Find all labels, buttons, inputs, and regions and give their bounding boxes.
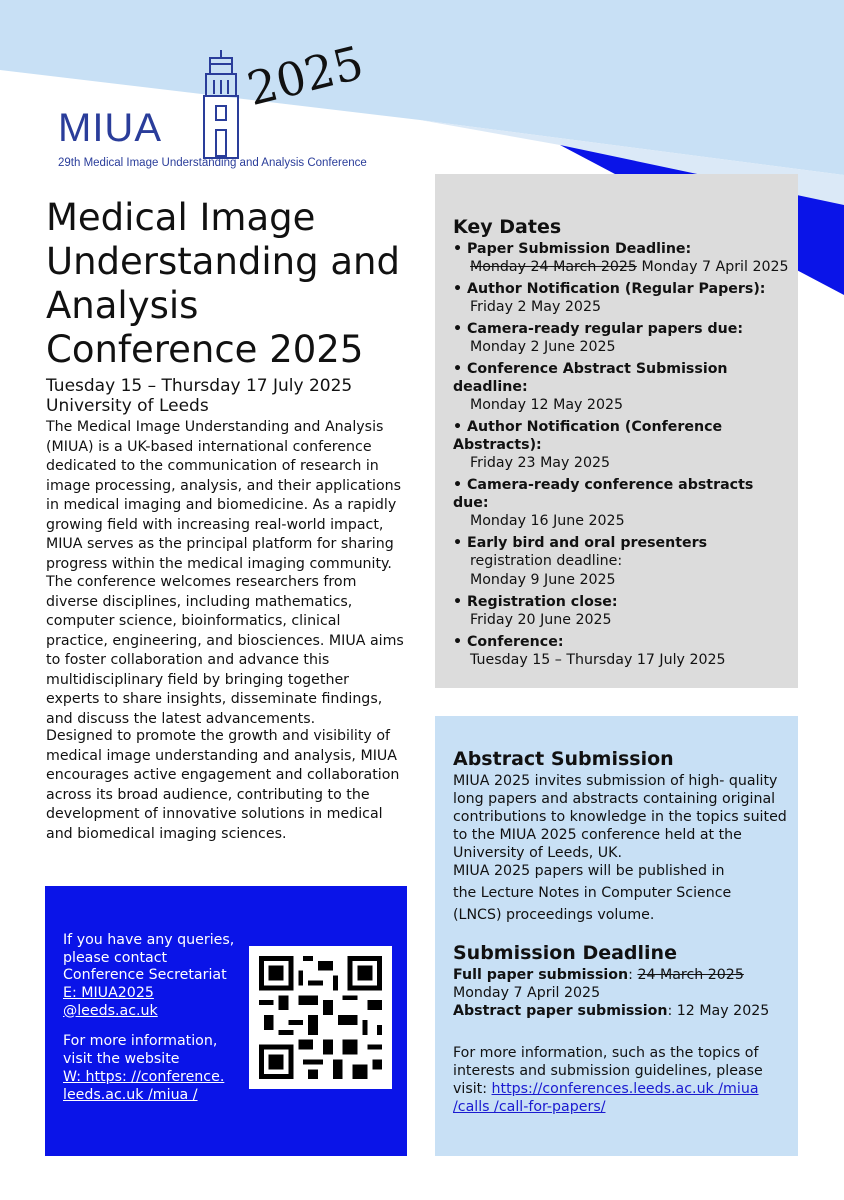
page-title: Medical Image Understanding and Analysis Conference 2025 <box>46 196 400 371</box>
deadline-heading: Submission Deadline <box>453 942 677 964</box>
old-date: Monday 24 March 2025 <box>470 259 637 275</box>
list-item: • Author Notification (Regular Papers): Friday 2 May 2025 <box>453 281 766 315</box>
contact-text: If you have any queries, please contact Conference Secretariat <box>63 932 235 983</box>
contact-email[interactable]: E: MIUA2025 @leeds.ac.uk <box>63 985 158 1019</box>
list-item: • Author Notification (Conference Abstracts): Friday 23 May 2025 <box>453 419 723 471</box>
key-dates-heading: Key Dates <box>453 216 562 238</box>
list-item: • Conference Abstract Submission deadline: Monday 12 May 2025 <box>453 361 728 413</box>
abstract-heading: Abstract Submission <box>453 748 674 770</box>
logo-year: 2025 <box>241 35 369 116</box>
intro-paragraph: The Medical Image Understanding and Analysis (MIUA) is a UK-based international conference dedicated to the communication of research in image processing, analysis, and their applications in medical imaging and biomedicine. As a rapidly growing field with increasing real-world impact, MIUA serves as the principal platform for sharing progress within the medical imaging community. <box>46 419 402 572</box>
abstract-text: MIUA 2025 invites submission of high- quality long papers and abstracts containing original contributions to knowledge in the topics suited to the MIUA 2025 conference held at the University of Leeds, UK. <box>453 773 787 861</box>
more-info-text: For more information, such as the topics of interests and submission guidelines, please visit: https://conferences.leeds.ac.uk /miua /calls /call-for-papers/ <box>453 1045 763 1115</box>
purpose-paragraph: Designed to promote the growth and visibility of medical image understanding and analysis, MIUA encourages active engagement and collaboration across its broad audience, contributing to the development of innovative solutions in medical and biomedical imaging sciences. <box>46 728 400 842</box>
full-paper-deadline: Full paper submission: 24 March 2025 <box>453 967 744 983</box>
list-item: • Camera-ready regular papers due: Monday 2 June 2025 <box>453 321 744 355</box>
audience-paragraph: The conference welcomes researchers from diverse disciplines, including mathematics, computer science, bioinformatics, clinical practice, engineering, and biosciences. MIUA aims to foster collaboration and advance this multidisciplinary field by bringing together experts to share insights, disseminate findings, and discuss the latest advancements. <box>46 574 404 727</box>
list-item: • Registration close: Friday 20 June 2025 <box>453 594 618 628</box>
abstract-paper-deadline: Abstract paper submission: 12 May 2025 <box>453 1003 770 1019</box>
key-dates-list <box>453 240 793 673</box>
call-for-papers-link[interactable]: https://conferences.leeds.ac.uk /miua /calls /call-for-papers/ <box>453 1081 759 1115</box>
list-item: • Paper Submission Deadline: Monday 24 March 2025 Monday 7 April 2025 <box>453 241 789 275</box>
list-item: • Conference: Tuesday 15 – Thursday 17 July 2025 <box>453 634 726 668</box>
tower-icon <box>196 50 246 160</box>
lncs-text-1: MIUA 2025 papers will be published in <box>453 863 725 879</box>
qr-code-icon[interactable] <box>249 946 392 1089</box>
event-dates: Tuesday 15 – Thursday 17 July 2025 <box>46 376 353 396</box>
key-dates-panel <box>435 174 798 688</box>
abstract-submission-panel <box>435 716 798 1156</box>
logo-subtitle: 29th Medical Image Understanding and Analysis Conference <box>58 157 367 169</box>
more-info-label: For more information, visit the website <box>63 1033 218 1067</box>
full-paper-new-date: Monday 7 April 2025 <box>453 985 601 1001</box>
logo-acronym: MIUA <box>58 106 162 150</box>
lncs-text-3: (LNCS) proceedings volume. <box>453 907 655 923</box>
lncs-text-2: the Lecture Notes in Computer Science <box>453 885 732 901</box>
contact-panel <box>45 886 407 1156</box>
list-item: • Camera-ready conference abstracts due: Monday 16 June 2025 <box>453 477 754 529</box>
event-venue: University of Leeds <box>46 396 209 416</box>
list-item: • Early bird and oral presenters registration deadline: Monday 9 June 2025 <box>453 535 708 588</box>
website-link[interactable]: W: https: //conference. leeds.ac.uk /miua / <box>63 1069 225 1103</box>
old-date: 24 March 2025 <box>637 967 744 983</box>
